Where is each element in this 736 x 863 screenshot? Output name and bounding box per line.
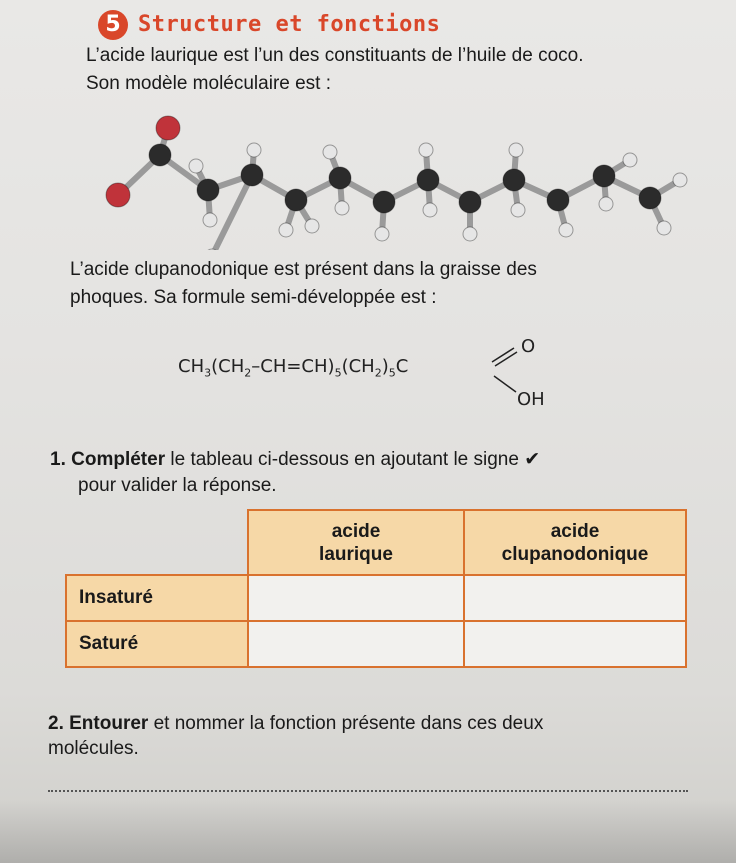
carbon-atom [593,165,615,187]
question-2-line-2: molécules. [48,738,139,759]
hydrogen-atom [673,173,687,187]
header-clupanodonic-acid [464,510,686,575]
formula-carbon: C [395,356,409,377]
hydrogen-atom [623,153,637,167]
header-lauric-acid [248,510,464,575]
formula-hydroxyl: OH [517,389,545,410]
semi-developed-formula: $CH_3(CH_2-CH=CH)_5(CH_2)_5C$ [178,356,409,380]
formula-ch2-sub: 2 [244,366,252,380]
carbon-atom [639,187,661,209]
hydrogen-atom [189,159,203,173]
row-label-insature: Insaturé [66,575,248,621]
answer-table [65,509,687,668]
hydrogen-atom [463,227,477,241]
carbon-atom [285,189,307,211]
formula-ch2b-sub: 2 [374,366,382,380]
exercise-number-badge: 5 [98,10,128,40]
hydrogen-atom [423,203,437,217]
answer-line[interactable] [48,790,688,792]
question-1-line-1 [50,446,540,473]
formula-chain: –CH=CH) [251,356,335,377]
header-lauric-line-2: laurique [319,543,393,565]
clupanodonic-line-2: phoques. Sa formule semi-développée est : [70,287,437,308]
cell-sature-clupanodonic[interactable] [464,621,686,667]
lauric-acid-molecule-model [0,100,736,250]
carbon-atom [417,169,439,191]
question-1-text: le tableau ci-dessous en ajoutant le signe ✔ [165,449,541,470]
oxygen-atom [106,183,130,207]
hydrogen-atom [511,203,525,217]
page-bottom-shadow [0,800,736,863]
cell-sature-lauric[interactable] [248,621,464,667]
carbon-atom [241,164,263,186]
hydrogen-atom [599,197,613,211]
formula-oxygen: O [521,336,536,357]
header-lauric-line-1: acide [331,520,381,542]
carbon-atom [459,191,481,213]
carbon-atom [149,144,171,166]
carbon-atom [197,179,219,201]
question-2-line-1 [48,710,543,737]
carbon-atom [547,189,569,211]
hydrogen-atom [509,143,523,157]
hydrogen-atom [323,145,337,159]
formula-repeat-a: 5 [334,366,342,380]
section-title: Structure et fonctions [138,12,441,37]
hydrogen-atom [375,227,389,241]
question-2-text: et nommer la fonction présente dans ces deux [148,713,544,734]
cell-insature-clupanodonic[interactable] [464,575,686,621]
hydrogen-atom [203,213,217,227]
carbon-atom [503,169,525,191]
intro-line-1: L’acide laurique est l’un des constituants de l’huile de coco. [86,45,584,66]
question-2-label: 2. Entourer [48,713,149,734]
question-1-label: 1. Compléter [50,449,166,470]
row-label-sature: Saturé [66,621,248,667]
cell-insature-lauric[interactable] [248,575,464,621]
intro-line-2: Son modèle moléculaire est : [86,73,332,94]
hydrogen-atom [305,219,319,233]
table-corner [66,510,248,575]
formula-ch3: CH [178,356,205,377]
formula-ch2b: (CH [341,356,375,377]
hydrogen-atom [559,223,573,237]
header-clupanodonic-line-1: acide [550,520,600,542]
formula-ch2-group: (CH [211,356,245,377]
clupanodonic-line-1: L’acide clupanodonique est présent dans la graisse des [70,259,537,280]
question-1-line-2: pour valider la réponse. [78,475,277,496]
oxygen-atom [156,116,180,140]
hydrogen-atom [419,143,433,157]
header-clupanodonic-line-2: clupanodonique [501,543,649,565]
hydrogen-atom [335,201,349,215]
carbon-atom [329,167,351,189]
formula-repeat-b: 5 [388,366,396,380]
hydrogen-atom [247,143,261,157]
hydrogen-atom [279,223,293,237]
hydrogen-atom [657,221,671,235]
formula-ch3-sub: 3 [204,366,212,380]
carbon-atom [373,191,395,213]
